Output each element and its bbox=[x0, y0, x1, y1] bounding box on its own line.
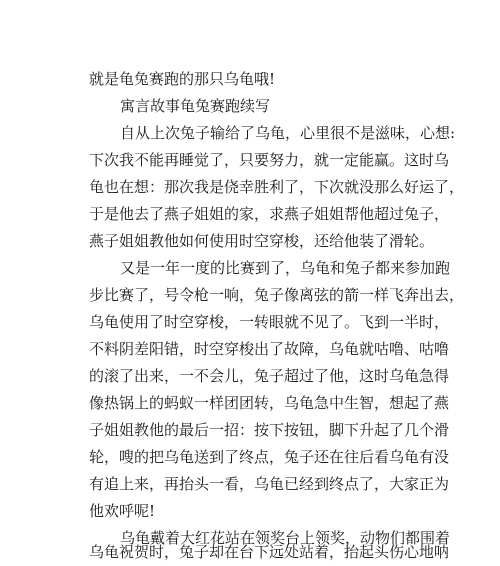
paragraph-2-line-4-content: 不料阴差阳错，时空穿梭出了故障，乌龟就咕噜、咕噜 bbox=[89, 340, 450, 358]
paragraph-1-line-2-content: 下次我不能再睡觉了，只要努力，就一定能赢。这时乌 bbox=[89, 151, 450, 169]
section-heading-text: 寓言故事龟兔赛跑续写 bbox=[120, 97, 271, 115]
paragraph-2-line-5 bbox=[0, 363, 500, 390]
paragraph-2-line-6-content: 像热锅上的蚂蚁一样团团转，乌龟急中生智，想起了燕 bbox=[89, 394, 450, 412]
paragraph-2-line-9 bbox=[0, 471, 500, 498]
paragraph-2-line-6 bbox=[0, 390, 500, 417]
paragraph-1-line-5 bbox=[0, 228, 500, 255]
paragraph-3-line-1-content: 乌龟戴着大红花站在领奖台上领奖，动物们都围着 bbox=[120, 529, 451, 547]
paragraph-1-line-5-content: 燕子姐姐教他如何使用时空穿梭，还给他装了滑轮。 bbox=[89, 232, 435, 250]
paragraph-2-line-8-content: 轮，嗖的把乌龟送到了终点，兔子还在往后看乌龟有没 bbox=[89, 448, 450, 466]
paragraph-2-line-7 bbox=[0, 417, 500, 444]
paragraph-2-line-2 bbox=[0, 282, 500, 309]
paragraph-2-line-8 bbox=[0, 444, 500, 471]
paragraph-1-line-4-content: 于是他去了燕子姐姐的家，求燕子姐姐帮他超过兔子， bbox=[89, 205, 450, 223]
paragraph-1-line-3 bbox=[0, 174, 500, 201]
paragraph-1-line-1-content: 自从上次兔子输给了乌龟，心里很不是滋味，心想: bbox=[120, 124, 456, 142]
paragraph-2-line-3-content: 乌龟使用了时空穿梭，一转眼就不见了。飞到一半时， bbox=[89, 313, 450, 331]
paragraph-2-line-7-content: 子姐姐教他的最后一招：按下按钮，脚下升起了几个滑 bbox=[89, 421, 450, 439]
paragraph-3-line-2-content: 乌龟祝贺时，兔子却在台下远处站着，抬起头伤心地呐 bbox=[89, 543, 450, 561]
paragraph-2-line-10 bbox=[0, 498, 500, 525]
paragraph-1-line-1 bbox=[0, 120, 500, 147]
paragraph-2-line-2-content: 步比赛了，号令枪一响，兔子像离弦的箭一样飞奔出去， bbox=[89, 286, 465, 304]
section-heading bbox=[0, 93, 500, 120]
paragraph-3-line-2 bbox=[0, 539, 500, 566]
paragraph-1-line-3-content: 龟也在想：那次我是侥幸胜利了，下次就没那么好运了， bbox=[89, 178, 465, 196]
paragraph-1-line-4 bbox=[0, 201, 500, 228]
paragraph-2-line-4 bbox=[0, 336, 500, 363]
text-line-1-content: 就是龟兔赛跑的那只乌龟哦! bbox=[89, 70, 276, 88]
text-line-1 bbox=[0, 66, 500, 93]
paragraph-1-line-2 bbox=[0, 147, 500, 174]
paragraph-2-line-1-content: 又是一年一度的比赛到了，乌龟和兔子都来参加跑 bbox=[120, 259, 451, 277]
paragraph-2-line-5-content: 的滚了出来，一不会儿，兔子超过了他，这时乌龟急得 bbox=[89, 367, 450, 385]
paragraph-2-line-1 bbox=[0, 255, 500, 282]
paragraph-2-line-10-content: 他欢呼呢! bbox=[89, 502, 156, 520]
paragraph-2-line-9-content: 有追上来，再抬头一看，乌龟已经到终点了，大家正为 bbox=[89, 475, 450, 493]
paragraph-2-line-3 bbox=[0, 309, 500, 336]
